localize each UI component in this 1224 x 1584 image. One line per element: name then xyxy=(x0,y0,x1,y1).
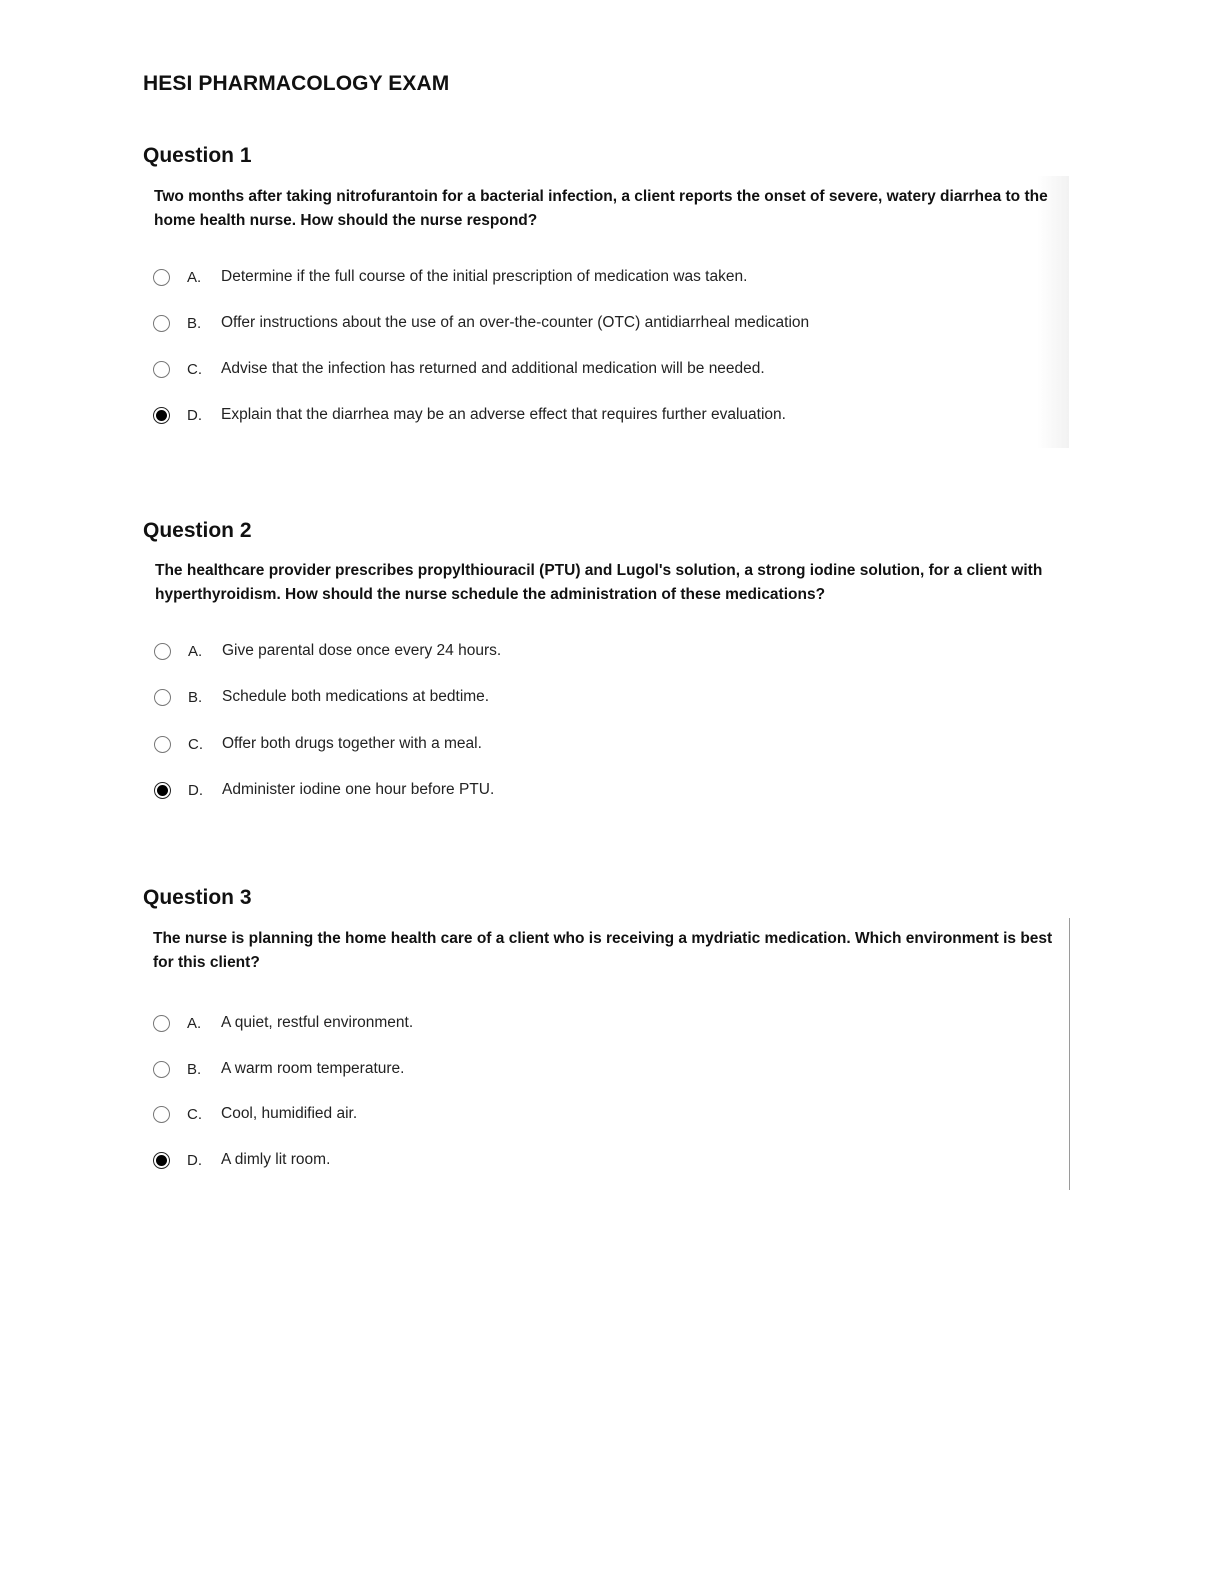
option-letter: C. xyxy=(188,735,203,753)
option-text: Administer iodine one hour before PTU. xyxy=(222,781,495,798)
radio-button[interactable] xyxy=(153,361,170,378)
question-2-panel xyxy=(143,550,1069,820)
option-letter: A. xyxy=(187,1014,202,1032)
question-1-text: Two months after taking nitrofurantoin for a bacterial infection, a client reports the onset of severe, watery diarrhea to the home health nurse. How should the nurse respond? xyxy=(154,188,1048,229)
radio-button[interactable] xyxy=(153,269,170,286)
option-letter: B. xyxy=(187,314,202,332)
question-1-option-c[interactable] xyxy=(153,357,1053,381)
option-text: Give parental dose once every 24 hours. xyxy=(222,642,502,659)
option-text: Cool, humidified air. xyxy=(221,1105,358,1122)
question-2-text: The healthcare provider prescribes propylthiouracil (PTU) and Lugol's solution, a strong iodine solution, for a client with hyperthyroidism. How should the nurse schedule the administration of these medications? xyxy=(155,562,1043,603)
question-2-heading: Question 2 xyxy=(143,519,252,542)
question-3-panel xyxy=(143,918,1070,1190)
option-letter: D. xyxy=(188,781,203,799)
option-letter: A. xyxy=(188,642,203,660)
option-text: Offer both drugs together with a meal. xyxy=(222,735,482,752)
option-text: Advise that the infection has returned and additional medication will be needed. xyxy=(221,360,765,377)
radio-button[interactable] xyxy=(154,643,171,660)
question-3-heading: Question 3 xyxy=(143,886,252,909)
question-2-option-d[interactable] xyxy=(154,778,1054,802)
radio-button[interactable] xyxy=(153,1152,170,1169)
option-text: A warm room temperature. xyxy=(221,1060,405,1077)
radio-button[interactable] xyxy=(153,407,170,424)
question-2-option-a[interactable] xyxy=(154,639,1054,663)
radio-button[interactable] xyxy=(154,736,171,753)
question-2-option-b[interactable] xyxy=(154,685,1054,709)
option-text: A dimly lit room. xyxy=(221,1151,331,1168)
option-letter: D. xyxy=(187,1151,202,1169)
question-1-panel xyxy=(143,176,1069,448)
question-3-option-b[interactable] xyxy=(153,1057,1053,1081)
option-letter: C. xyxy=(187,1105,202,1123)
radio-button[interactable] xyxy=(154,782,171,799)
radio-button[interactable] xyxy=(153,315,170,332)
radio-button[interactable] xyxy=(153,1106,170,1123)
question-3-text: The nurse is planning the home health care of a client who is receiving a mydriatic medication. Which environment is best for this client? xyxy=(153,930,1053,971)
option-text: Determine if the full course of the initial prescription of medication was taken. xyxy=(221,268,748,285)
radio-button[interactable] xyxy=(153,1015,170,1032)
option-text: Schedule both medications at bedtime. xyxy=(222,688,490,705)
option-text: Explain that the diarrhea may be an adverse effect that requires further evaluation. xyxy=(221,406,786,423)
question-1-option-a[interactable] xyxy=(153,265,1053,289)
question-1-option-d[interactable] xyxy=(153,403,1053,427)
option-text: A quiet, restful environment. xyxy=(221,1014,414,1031)
option-letter: A. xyxy=(187,268,202,286)
option-letter: C. xyxy=(187,360,202,378)
option-letter: B. xyxy=(188,688,203,706)
document-title: HESI PHARMACOLOGY EXAM xyxy=(143,72,450,95)
question-1-heading: Question 1 xyxy=(143,144,252,167)
question-2-option-c[interactable] xyxy=(154,732,1054,756)
option-letter: D. xyxy=(187,406,202,424)
option-text: Offer instructions about the use of an over-the-counter (OTC) antidiarrheal medication xyxy=(221,314,810,331)
question-1-option-b[interactable] xyxy=(153,311,1053,335)
radio-button[interactable] xyxy=(154,689,171,706)
question-3-option-a[interactable] xyxy=(153,1011,1053,1035)
option-letter: B. xyxy=(187,1060,202,1078)
radio-button[interactable] xyxy=(153,1061,170,1078)
question-3-option-c[interactable] xyxy=(153,1102,1053,1126)
question-3-option-d[interactable] xyxy=(153,1148,1053,1172)
